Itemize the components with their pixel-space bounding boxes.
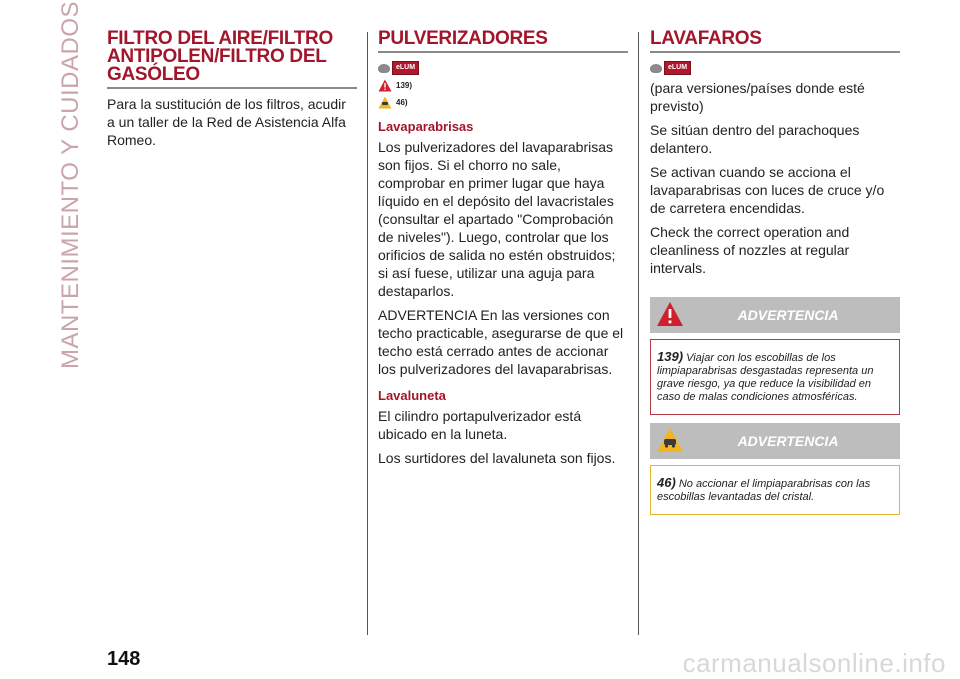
car-icon (650, 64, 662, 73)
versions-note: (para versiones/países donde esté previsto) (650, 80, 865, 114)
section-tab (56, 0, 86, 370)
warning-ref-number: 139) (396, 81, 413, 90)
check-text: Check the correct operation and cleanliness of nozzles at regular intervals. (650, 224, 850, 276)
section-tab-label: MANTENIMIENTO Y CUIDADOS (57, 0, 84, 370)
rear-washer-fixed-text: Los surtidores del lavaluneta son fijos. (378, 450, 616, 466)
warning-text: Viajar con los escobillas de los limpiaparabrisas desgastadas representa un grave riesgo, ya que reduce la visibilidad en caso de malas condiciones atmosféricas. (657, 352, 874, 403)
warning-triangle-red-icon (656, 301, 684, 327)
warning-triangle-yellow-icon (656, 427, 684, 453)
filters-title: FILTRO DEL AIRE/FILTRO ANTIPOLEN/FILTRO DEL GASÓLEO (107, 30, 357, 89)
rear-washer-heading: Lavaluneta (378, 388, 446, 403)
watermark-url: carmanualsonline.info (682, 648, 946, 678)
warning-triangle-red-icon (378, 79, 392, 92)
windscreen-washer-heading: Lavaparabrisas (378, 119, 474, 134)
warning-box-red (650, 339, 900, 415)
page-number: 148 (107, 648, 141, 670)
warning-triangle-yellow-icon (378, 96, 392, 109)
headlight-washers-title: LAVAFAROS (650, 30, 900, 53)
warning-header-red (650, 297, 900, 333)
sunroof-warning-text: ADVERTENCIA En las versiones con techo practicable, asegurarse de que el techo está cerrado antes de accionar los pulverizadores del lavaparabrisas. (378, 307, 624, 377)
warning-header-title: ADVERTENCIA (737, 433, 839, 449)
warning-number: 139) (657, 349, 684, 364)
rear-washer-text: El cilindro portapulverizador está ubicado en la luneta. (378, 408, 582, 442)
elum-badge: eLUM (664, 61, 691, 75)
warning-ref-red (378, 79, 628, 92)
warning-number: 46) (657, 475, 676, 490)
column-sprayers (378, 30, 628, 467)
warning-header-title: ADVERTENCIA (737, 307, 839, 323)
warning-header-yellow (650, 423, 900, 459)
warning-text: No accionar el limpiaparabrisas con las escobillas levantadas del cristal. (657, 478, 871, 503)
elum-indicator (650, 61, 900, 75)
column-divider (638, 32, 639, 635)
activation-text: Se activan cuando se acciona el lavaparabrisas con luces de cruce y/o de carretera encendidas. (650, 164, 885, 216)
warning-ref-number: 46) (396, 98, 408, 107)
elum-badge: eLUM (392, 61, 419, 75)
warning-ref-yellow (378, 96, 628, 109)
car-icon (378, 64, 390, 73)
windscreen-washer-text: Los pulverizadores del lavaparabrisas son fijos. Si el chorro no sale, comprobar en primer lugar que haya líquido en el depósito del lavacristales (consultar el apartado "Comprobación de niveles"). Luego, controlar que los orificios de salida no estén obstruidos; si así fuese, utilizar una aguja para destaparlos. (378, 139, 616, 299)
sprayers-title: PULVERIZADORES (378, 30, 628, 53)
filters-text: Para la sustitución de los filtros, acudir a un taller de la Red de Asistencia Alfa Romeo. (107, 96, 346, 148)
warning-box-yellow (650, 465, 900, 515)
column-headlight-washers (650, 30, 900, 515)
location-text: Se sitúan dentro del parachoques delantero. (650, 122, 860, 156)
column-divider (367, 32, 368, 635)
elum-indicator (378, 61, 628, 75)
column-filters (107, 30, 357, 149)
